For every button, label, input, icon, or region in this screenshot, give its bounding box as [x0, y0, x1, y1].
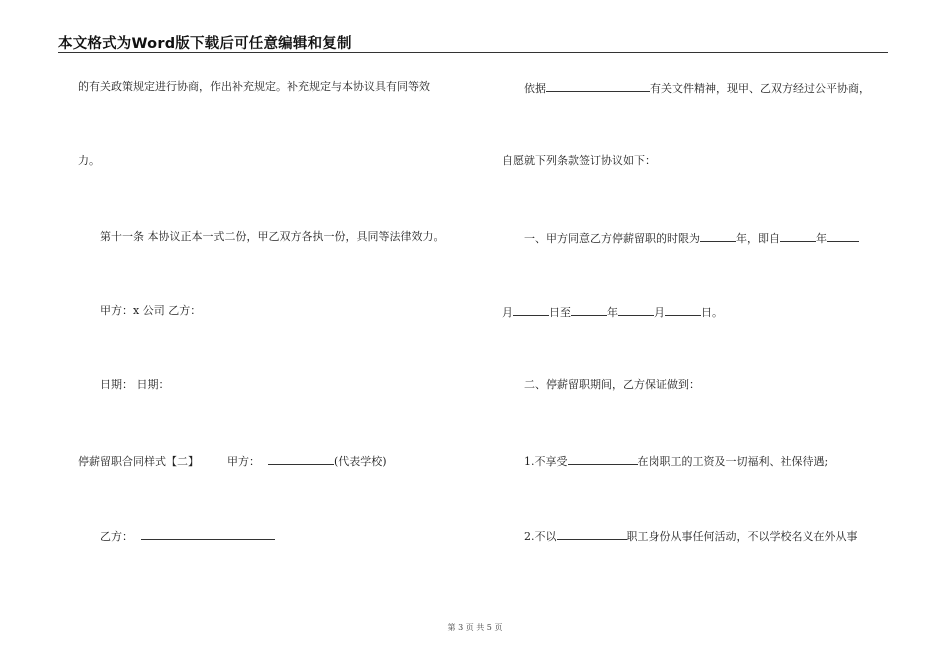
end-day-blank — [665, 304, 701, 316]
item-2-blank — [557, 528, 627, 540]
party-a-blank — [268, 453, 334, 465]
left-paragraph-line-1: 的有关政策规定进行协商，作出补充规定。补充规定与本协议具有同等效 — [78, 80, 430, 93]
basis-suffix: 有关文件精神，现甲、乙双方经过公平协商， — [650, 82, 870, 95]
clause-one-line — [524, 230, 859, 246]
basis-line — [524, 80, 870, 96]
month-label-2: 月 — [654, 306, 665, 319]
clause-one-text-c: 年 — [816, 232, 827, 245]
to-label: 日至 — [549, 306, 571, 319]
year-label: 年 — [607, 306, 618, 319]
month-label: 月 — [502, 306, 513, 319]
party-signature-line: 甲方：x 公司 乙方： — [100, 304, 202, 317]
day-label: 日。 — [701, 306, 723, 319]
clause-two-item-2 — [524, 528, 858, 544]
start-year-blank — [780, 230, 816, 242]
item-1-prefix: 1.不享受 — [524, 455, 568, 468]
item-1-blank — [568, 453, 638, 465]
end-year-blank — [571, 304, 607, 316]
start-day-blank — [513, 304, 549, 316]
clause-two-heading: 二、停薪留职期间，乙方保证做到： — [524, 378, 700, 391]
clause-one-date-line — [502, 304, 723, 320]
party-a-label: 甲方： — [227, 455, 260, 468]
basis-blank — [546, 80, 650, 92]
years-blank — [700, 230, 736, 242]
item-2-prefix: 2.不以 — [524, 530, 557, 543]
clause-one-text-b: 年，即自 — [736, 232, 780, 245]
page-number-footer: 第 3 页 共 5 页 — [447, 623, 503, 632]
clause-two-item-1 — [524, 453, 828, 469]
basis-prefix: 依据 — [524, 82, 546, 95]
contract-template-heading-line — [78, 453, 387, 469]
date-signature-line: 日期： 日期： — [100, 378, 170, 391]
document-header-title: 本文格式为Word版下载后可任意编辑和复制 — [58, 36, 352, 52]
contract-template-title: 停薪留职合同样式【二】 — [78, 455, 199, 468]
party-a-suffix: (代表学校) — [334, 455, 387, 468]
end-month-blank — [618, 304, 654, 316]
party-b-label: 乙方： — [100, 530, 133, 543]
article-eleven-text: 第十一条 本协议正本一式二份，甲乙双方各执一份，具同等法律效力。 — [100, 230, 445, 243]
clause-one-text-a: 一、甲方同意乙方停薪留职的时限为 — [524, 232, 700, 245]
agreement-intro-line: 自愿就下列条款签订协议如下： — [502, 154, 656, 167]
item-2-suffix: 职工身份从事任何活动，不以学校名义在外从事 — [626, 530, 858, 543]
header-divider — [58, 52, 888, 53]
party-b-blank — [141, 528, 275, 540]
item-1-suffix: 在岗职工的工资及一切福利、社保待遇; — [637, 455, 829, 468]
party-b-line — [100, 528, 275, 544]
start-month-blank — [827, 230, 859, 242]
left-paragraph-line-2: 力。 — [78, 154, 100, 167]
